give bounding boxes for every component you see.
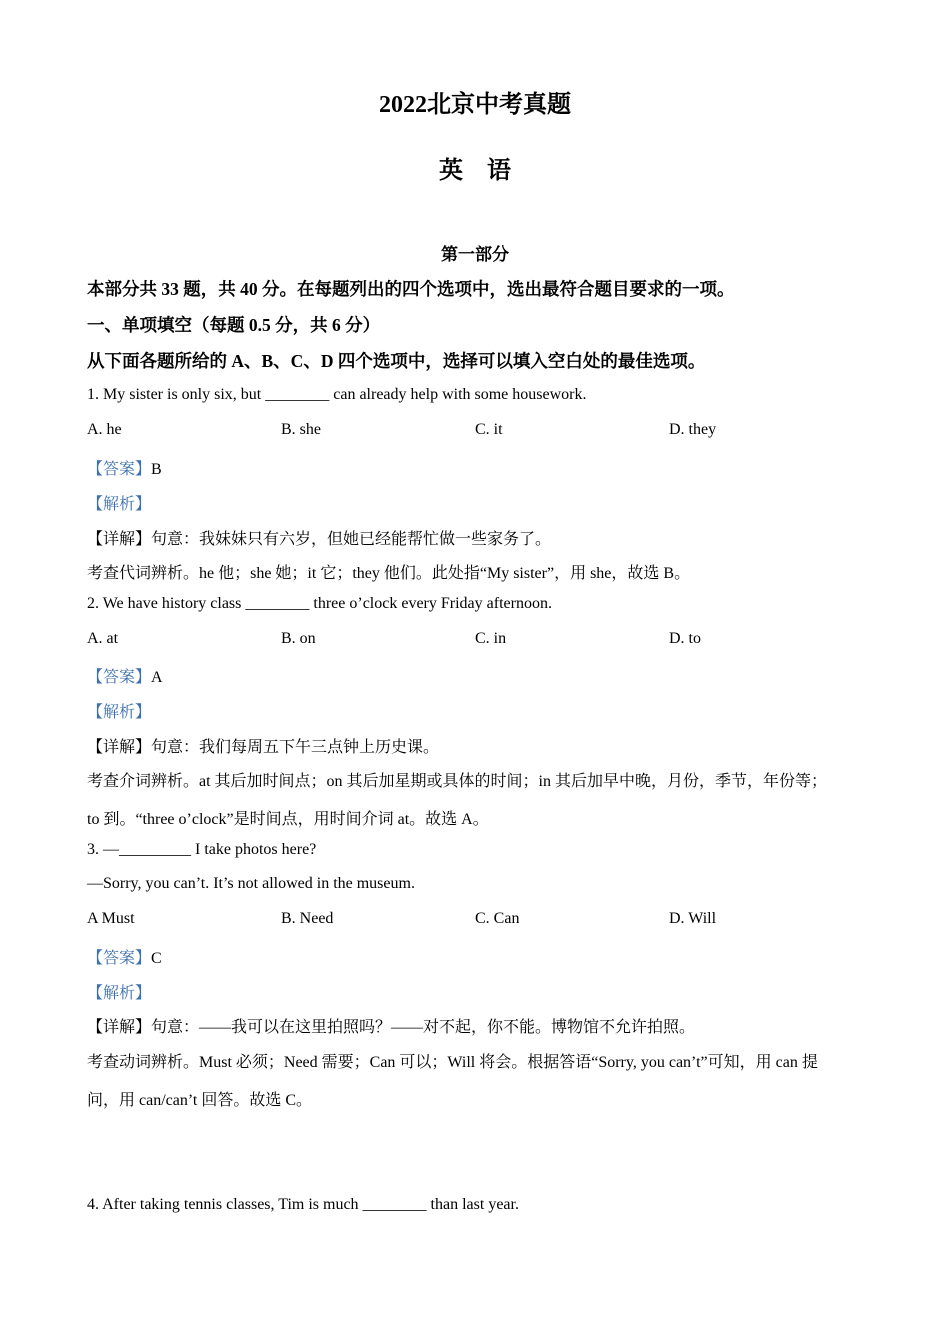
q3-answer	[87, 945, 162, 968]
q3-explanation-2: 问，用 can/can’t 回答。故选 C。	[87, 1092, 313, 1109]
q2-option-d: D. to	[669, 630, 701, 647]
q1-option-a: A. he	[87, 421, 122, 438]
answer-tag: 【答案】	[87, 950, 152, 967]
question-4-stem: 4. After taking tennis classes, Tim is much ________ than last year.	[87, 1196, 519, 1213]
q1-option-c: C. it	[475, 421, 503, 438]
q2-detail	[87, 734, 439, 757]
q2-option-a: A. at	[87, 630, 119, 647]
answer-value: A	[151, 669, 163, 686]
q3-option-d: D. Will	[669, 910, 717, 927]
detail-tag: 【详解】	[87, 739, 152, 756]
answer-tag: 【答案】	[87, 669, 152, 686]
detail-text: 句意：我们每周五下午三点钟上历史课。	[151, 739, 440, 756]
intro-line-1: 本部分共 33 题，共 40 分。在每题列出的四个选项中，选出最符合题目要求的一项。	[87, 279, 735, 299]
question-2-stem: 2. We have history class ________ three o’clock every Friday afternoon.	[87, 595, 552, 612]
detail-tag: 【详解】	[87, 531, 152, 548]
q1-detail	[87, 526, 551, 549]
q3-detail	[87, 1014, 695, 1037]
q1-analysis-tag: 【解析】	[87, 496, 152, 513]
page-title: 2022北京中考真题	[379, 92, 571, 118]
q1-option-b: B. she	[281, 421, 321, 438]
q2-option-b: B. on	[281, 630, 316, 647]
question-1-stem: 1. My sister is only six, but ________ can already help with some housework.	[87, 386, 587, 403]
detail-text: 句意：——我可以在这里拍照吗？——对不起，你不能。博物馆不允许拍照。	[151, 1019, 696, 1036]
answer-tag: 【答案】	[87, 461, 152, 478]
answer-value: B	[151, 461, 162, 478]
subject-title: 英 语	[439, 158, 511, 184]
answer-value: C	[151, 950, 162, 967]
q1-answer	[87, 456, 162, 479]
q2-explanation-1: 考查介词辨析。at 其后加时间点；on 其后加星期或具体的时间；in 其后加早中晚，月份，季节，年份等；	[87, 773, 827, 790]
q1-explanation: 考查代词辨析。he 他；she 她；it 它；they 他们。此处指“My sister”，用 she，故选 B。	[87, 565, 691, 582]
q3-explanation-1: 考查动词辨析。Must 必须；Need 需要；Can 可以；Will 将会。根据答语“Sorry, you can’t”可知，用 can 提	[87, 1054, 818, 1071]
q2-option-c: C. in	[475, 630, 507, 647]
detail-text: 句意：我妹妹只有六岁，但她已经能帮忙做一些家务了。	[151, 531, 552, 548]
part-heading: 第一部分	[441, 245, 509, 264]
q3-option-c: C. Can	[475, 910, 520, 927]
section-heading: 一、单项填空（每题 0.5 分，共 6 分）	[87, 315, 381, 335]
detail-tag: 【详解】	[87, 1019, 152, 1036]
q2-explanation-2: to 到。“three o’clock”是时间点，用时间介词 at。故选 A。	[87, 811, 489, 828]
question-3-stem: 3. —_________ I take photos here?	[87, 841, 317, 858]
q3-analysis-tag: 【解析】	[87, 985, 152, 1002]
q2-answer	[87, 664, 163, 687]
q3-option-b: B. Need	[281, 910, 334, 927]
question-3-reply: —Sorry, you can’t. It’s not allowed in the museum.	[87, 875, 415, 892]
instruction-line: 从下面各题所给的 A、B、C、D 四个选项中，选择可以填入空白处的最佳选项。	[87, 351, 706, 371]
q3-option-a: A Must	[87, 910, 135, 927]
q1-option-d: D. they	[669, 421, 717, 438]
q2-analysis-tag: 【解析】	[87, 704, 152, 721]
